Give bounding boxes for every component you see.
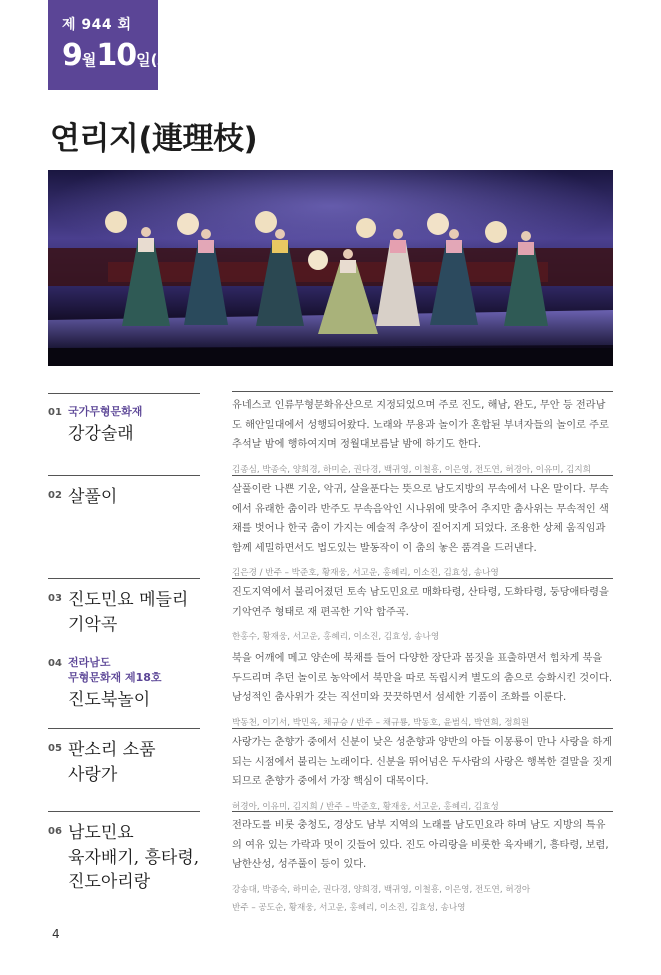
date-month-unit: 월 <box>81 51 97 69</box>
item-name-line-2: 기악곡 <box>68 615 118 635</box>
episode-badge <box>48 0 179 90</box>
item-number: 01 <box>48 407 62 418</box>
cast-line: 강송대, 박종숙, 하미순, 권다경, 양희경, 백귀영, 이철흥, 이은영, 전도연, 허경아 <box>232 884 531 895</box>
cast-line: 허경아, 이유미, 김지희 / 반주 – 박준호, 황재웅, 서고운, 홍혜리, 김효성 <box>232 801 499 812</box>
date-day: 10 <box>96 38 137 73</box>
stage-performance-photo <box>48 170 613 366</box>
program-item-body <box>232 475 613 582</box>
program-item-body <box>232 645 613 732</box>
item-description: 살풀이란 나쁜 기운, 악귀, 살을푼다는 뜻으로 남도지방의 무속에서 나온 말이다. 무속에서 유래한 춤이라 반주도 무속음악인 시나위에 맞추어 추지만 춤사위는 무속적인 색채를 벗어나 한국 춤이 가지는 예술적 추상이 짙어지게 되었다. 조용한 상체 움직임과 함께 세밀하면서도 법도있는 발동작이 이 춤의 놓은 품격을 드러낸다. <box>232 484 609 554</box>
program-item-header <box>48 393 200 444</box>
item-description: 진도지역에서 불리어졌던 토속 남도민요로 매화타령, 산타령, 도화타령, 둥당애타령을 기악연주 형태로 재 편곡한 기악 합주곡. <box>232 587 609 618</box>
item-subtitle: 국가무형문화재 <box>68 405 143 418</box>
cast-line: 박동천, 이기서, 박민옥, 채규승 / 반주 – 채규룡, 박동호, 윤범식, 박연희, 정희원 <box>232 717 530 728</box>
item-description: 전라도를 비롯 충청도, 경상도 남부 지역의 노래를 남도민요라 하며 남도 지방의 특유의 여유 있는 가락과 멋이 깃들어 있다. 진도 아리랑을 비롯한 육자배기, 흥타령, 보렴, 남한산성, 성주풀이 등이 있다. <box>232 820 609 870</box>
episode-number: 제 944 회 <box>62 17 132 33</box>
item-name-line-3: 진도아리랑 <box>68 872 151 892</box>
program-title: 연리지(連理枝) <box>50 121 258 157</box>
cast-line: 김종심, 박종숙, 양희경, 하미순, 권다경, 백귀영, 이철흥, 이은영, 전도연, 허경아, 이유미, 김지희 <box>232 464 591 475</box>
cast-line: 한홍수, 황재웅, 서고운, 홍혜리, 이소진, 김효성, 송나영 <box>232 632 440 642</box>
program-item-body <box>232 578 613 646</box>
item-name: 판소리 소품 <box>68 740 156 760</box>
item-name: 진도민요 메들리 <box>68 590 189 610</box>
item-name: 살풀이 <box>68 487 118 507</box>
item-name: 강강술래 <box>68 424 134 444</box>
item-number: 06 <box>48 826 62 837</box>
cast-line: 반주 – 공도순, 황재웅, 서고운, 홍혜리, 이소진, 김효성, 송나영 <box>232 902 466 913</box>
date-month: 9 <box>62 38 82 73</box>
item-name: 진도북놀이 <box>68 690 151 710</box>
item-number: 02 <box>48 490 62 501</box>
program-item-body <box>232 728 613 816</box>
program-item-body <box>232 391 613 479</box>
item-number: 04 <box>48 658 62 669</box>
date-day-unit: 일 <box>136 51 151 69</box>
item-description: 북을 어깨에 메고 양손에 북채를 들어 다양한 장단과 몸짓을 표출하면서 힘차게 북을 두드리며 추던 놀이로 농악에서 북만을 따로 독립시켜 별도의 춤으로 승화시킨 것이다. 남성적인 춤사위가 갖는 직선미와 끗끗하면서 섬세한 기품이 조화를 이룬다. <box>232 653 613 703</box>
item-name: 남도민요 <box>68 823 134 843</box>
program-item-header <box>48 811 200 892</box>
item-subtitle: 전라남도 <box>68 656 111 669</box>
item-number: 05 <box>48 743 62 754</box>
item-name-line-2: 육자배기, 흥타령, <box>68 848 200 868</box>
date-weekday: (토) <box>150 51 179 69</box>
item-description: 유네스코 인류무형문화유산으로 지정되었으며 주로 진도, 해남, 완도, 무안 등 전라남도 해안일대에서 성행되어왔다. 노래와 무용과 놀이가 혼합된 부녀자들의 놀이로 주로 추석날 밤에 행하여지며 정월대보름날 밤에 하기도 한다. <box>232 400 609 450</box>
item-name-line-2: 사랑가 <box>68 765 118 785</box>
program-item-header <box>48 475 200 507</box>
cast-line: 김은경 / 반주 – 박준호, 황재웅, 서고운, 홍혜리, 이소진, 김효성, 송나영 <box>232 568 499 578</box>
performance-date <box>62 38 179 73</box>
program-item-header <box>48 728 200 785</box>
page-number: 4 <box>52 927 60 941</box>
item-cast <box>232 881 613 917</box>
item-cast <box>232 628 613 646</box>
program-item-body <box>232 811 613 917</box>
program-item-header <box>48 578 200 635</box>
item-subtitle-line-2: 무형문화재 제18호 <box>68 671 162 684</box>
item-number: 03 <box>48 593 62 604</box>
item-description: 사랑가는 춘향가 중에서 신분이 낮은 성춘향과 양반의 아들 이몽룡이 만나 사랑을 하게 되는 시점에서 불리는 노래이다. 신분을 뛰어넘은 두사람의 사랑은 행복한 결말을 짓게 되므로 춘향가 중에서 가장 핵심이 대목이다. <box>232 737 613 787</box>
